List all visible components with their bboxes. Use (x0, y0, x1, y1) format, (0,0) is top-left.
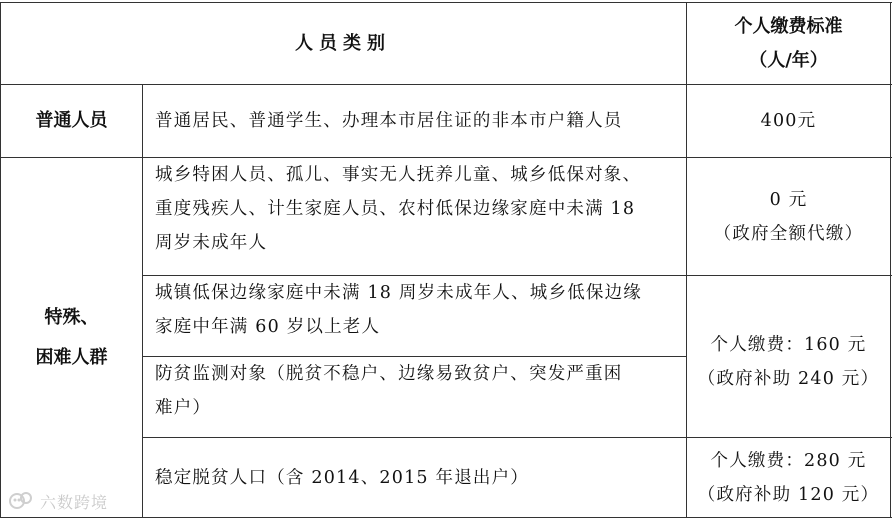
group-ordinary (1, 85, 142, 157)
description-line: 周岁未成年人 (155, 233, 268, 253)
standard-line2: （政府全额代缴） (713, 223, 864, 244)
group-special (1, 158, 142, 517)
header-standard-line1: 个人缴费标准 (734, 15, 843, 37)
header-standard-line2: （人/年） (749, 49, 828, 71)
description-line: 难户） (155, 398, 212, 418)
header-standard (687, 3, 890, 84)
description-line: 稳定脱贫人口（含 2014、2015 年退出户） (155, 467, 529, 488)
standard-line1: 个人缴费：280 元 (710, 450, 867, 471)
watermark-logo-icon (8, 490, 34, 512)
subrow-1-standard (687, 158, 890, 275)
header-category (0, 3, 686, 84)
row-ordinary-description (143, 85, 686, 157)
subrow-4-standard (687, 438, 890, 517)
watermark (8, 488, 108, 514)
subrow-2-description (143, 276, 686, 356)
description-line: 家庭中年满 60 岁以上老人 (155, 317, 381, 337)
group-ordinary-label: 普通人员 (35, 110, 108, 131)
watermark-text: 六数跨境 (40, 492, 109, 512)
subrow-3-description (143, 357, 686, 437)
description-line: 防贫监测对象（脱贫不稳户、边缘易致贫户、突发严重困 (155, 364, 623, 384)
standard-line2: （政府补助 240 元） (697, 368, 880, 389)
group-special-line2: 困难人群 (35, 346, 108, 368)
standard-line2: （政府补助 120 元） (697, 484, 880, 505)
subrow-4-description (143, 438, 686, 517)
standard-line1: 0 元 (769, 189, 808, 210)
description-line: 城乡特困人员、孤儿、事实无人抚养儿童、城乡低保对象、 (155, 165, 642, 185)
description-line: 重度残疾人、计生家庭人员、农村低保边缘家庭中未满 18 (155, 199, 636, 219)
subrow-2-3-standard (687, 276, 890, 437)
standard-text: 400元 (760, 111, 817, 131)
row-ordinary-standard (687, 85, 890, 157)
subrow-1-description (143, 158, 686, 275)
table-rule (0, 517, 892, 518)
header-category-label: 人员类别 (295, 32, 391, 54)
description-line: 城镇低保边缘家庭中未满 18 周岁未成年人、城乡低保边缘 (155, 283, 642, 303)
description-text: 普通居民、普通学生、办理本市居住证的非本市户籍人员 (155, 111, 623, 131)
group-special-line1: 特殊、 (44, 306, 99, 328)
standard-line1: 个人缴费：160 元 (710, 334, 867, 355)
table-rule (890, 2, 891, 518)
